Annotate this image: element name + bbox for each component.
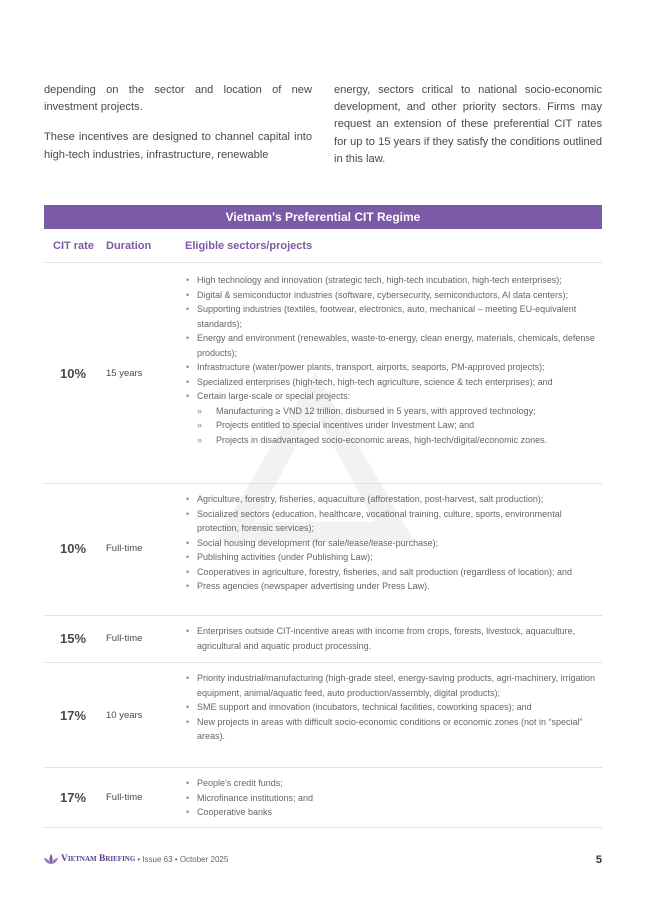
table-row (44, 663, 602, 768)
sector-list (185, 624, 599, 653)
footer-brand (44, 854, 228, 864)
list-item: • Publishing activities (under Publishing Law); (185, 550, 599, 565)
issue-info: • Issue 63 • October 2025 (137, 854, 229, 864)
cit-rate-value: 10% (59, 366, 87, 381)
cit-rate-value: 10% (59, 541, 87, 556)
duration-value: Full-time (106, 792, 143, 803)
duration-value: Full-time (106, 633, 143, 644)
lotus-logo-icon (44, 854, 58, 864)
header-eligible-sectors: Eligible sectors/projects (185, 240, 313, 252)
sub-list-item: » Projects entitled to special incentives under Investment Law; and (185, 418, 599, 433)
list-item: • Cooperatives in agriculture, forestry, fisheries, and salt production (regardless of location); and (185, 565, 599, 580)
table-header (44, 232, 602, 263)
list-item: • Social housing development (for sale/lease/lease-purchase); (185, 536, 599, 551)
list-item: • People's credit funds; (185, 776, 599, 791)
brand-name: Vietnam Briefing (61, 854, 136, 864)
list-item: • New projects in areas with difficult socio-economic conditions or economic zones (not in “special” areas). (185, 715, 599, 744)
page-footer (44, 854, 602, 868)
list-item: • Infrastructure (water/power plants, transport, airports, seaports, PM-approved projects); (185, 360, 599, 375)
intro-paragraph: depending on the sector and location of new investment projects. (44, 84, 312, 114)
list-item: • Digital & semiconductor industries (software, cybersecurity, semiconductors, AI data centers); (185, 288, 599, 303)
duration-value: 10 years (106, 710, 143, 721)
sector-list (185, 492, 599, 594)
list-item: • Specialized enterprises (high-tech, high-tech agriculture, science & tech enterprises); and (185, 375, 599, 390)
intro-paragraph: These incentives are designed to channel capital into high-tech industries, infrastructure, renewable (44, 131, 312, 161)
intro-text (44, 82, 602, 181)
list-item: • Agriculture, forestry, fisheries, aquaculture (afforestation, post-harvest, salt production); (185, 492, 599, 507)
list-item: • Press agencies (newspaper advertising under Press Law). (185, 579, 599, 594)
table-row (44, 263, 602, 484)
table-title: Vietnam's Preferential CIT Regime (44, 205, 602, 229)
sub-list-item: » Manufacturing ≥ VND 12 trillion, disbursed in 5 years, with approved technology; (185, 404, 599, 419)
table-row (44, 616, 602, 663)
sector-list (185, 273, 599, 447)
duration-value: Full-time (106, 543, 143, 554)
header-duration: Duration (106, 240, 152, 252)
intro-paragraph: energy, sectors critical to national socio-economic development, and other priority sectors. Firms may request an extension of these preferential CIT rates for up to 15 years if they satisfy the conditions outlined in this law. (334, 84, 602, 165)
list-item: • Supporting industries (textiles, footwear, electronics, auto, mechanical – meeting EU-equivalent standards); (185, 302, 599, 331)
page-number: 5 (595, 854, 602, 866)
list-item: • SME support and innovation (incubators, technical facilities, coworking spaces); and (185, 700, 599, 715)
list-item: • Cooperative banks (185, 805, 599, 820)
header-cit-rate: CIT rate (53, 240, 94, 252)
list-item: • High technology and innovation (strategic tech, high-tech incubation, high-tech enterprises); (185, 273, 599, 288)
table-row (44, 768, 602, 828)
list-item: • Socialized sectors (education, healthcare, vocational training, culture, sports, environmental protection, forensic services); (185, 507, 599, 536)
duration-value: 15 years (106, 368, 143, 379)
list-item: • Energy and environment (renewables, waste-to-energy, clean energy, materials, chemicals, defense products); (185, 331, 599, 360)
sub-list-item: » Projects in disadvantaged socio-economic areas, high-tech/digital/economic zones. (185, 433, 599, 448)
table-row (44, 484, 602, 616)
cit-rate-value: 17% (59, 790, 87, 805)
list-item: • Priority industrial/manufacturing (high-grade steel, energy-saving products, agri-machinery, irrigation equipment, animal/aquatic feed, auto production/assembly, digital products); (185, 671, 599, 700)
intro-right-column (334, 82, 602, 181)
sector-list (185, 671, 599, 744)
list-item: • Microfinance institutions; and (185, 791, 599, 806)
cit-rate-value: 17% (59, 708, 87, 723)
list-item: • Certain large-scale or special projects: (185, 389, 599, 404)
list-item: • Enterprises outside CIT-incentive areas with income from crops, forests, livestock, aquaculture, agricultural and aquatic product processing. (185, 624, 599, 653)
cit-rate-value: 15% (59, 631, 87, 646)
sector-list (185, 776, 599, 820)
intro-left-column (44, 82, 312, 181)
